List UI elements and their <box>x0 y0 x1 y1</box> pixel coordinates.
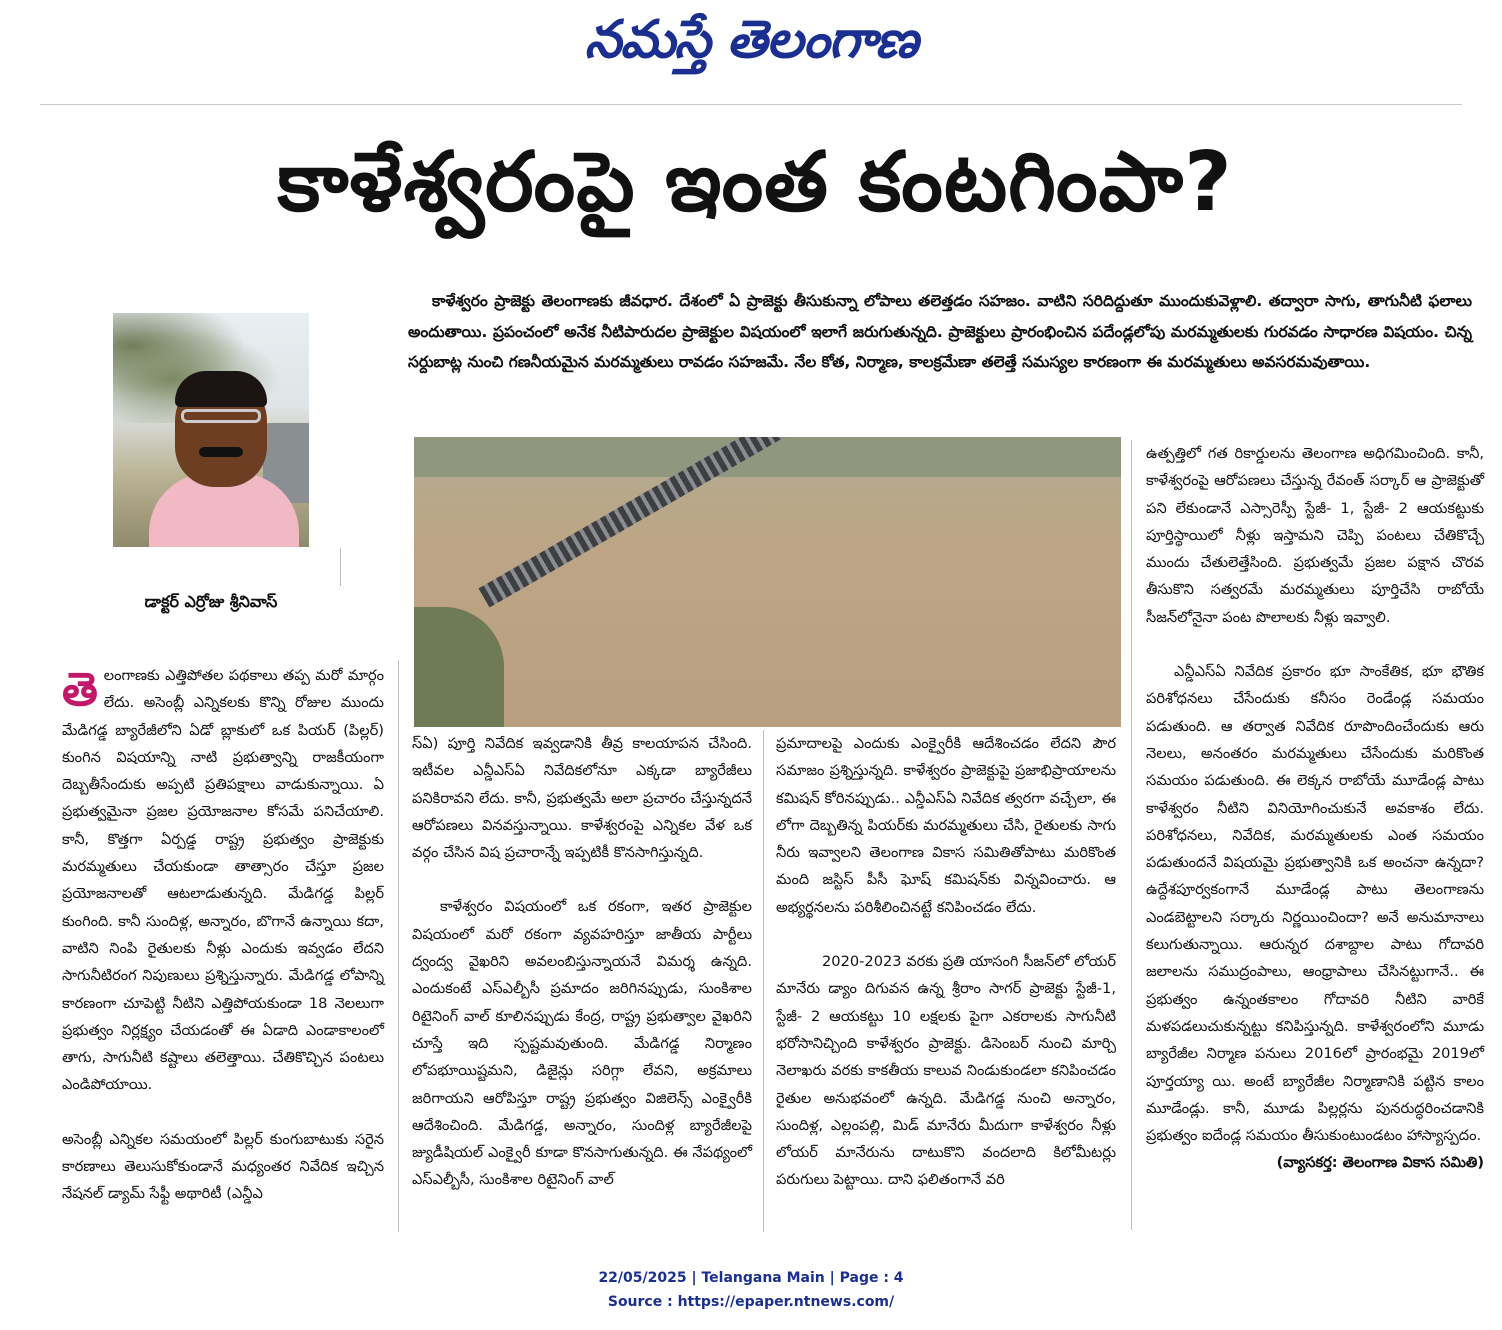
paragraph: ప్రమాదాలపై ఎందుకు ఎంక్వైరీకి ఆదేశించడం లేదని పౌర సమాజం ప్రశ్నిస్తున్నది. కాళేశ్వరం ప్రాజెక్టుపై ప్రజాభిప్రాయాలను కమిషన్ కోరినప్పుడు.. ఎన్డీఎస్ఏ నివేదిక త్వరగా వచ్చేలా, ఈ లోగా దెబ్బతిన్న పియర్‌కు మరమ్మతులు చేసి, రైతులకు సాగు నీరు ఇవ్వాలని తెలంగాణ వికాస సమితితోపాటు మరికొంత మంది జస్టిస్ పీసీ ఘోష్ కమిషన్‌కు విన్నవించారు. ఆ అభ్యర్థనలను పరిశీలించినట్టే కనిపించడం లేదు. <box>776 735 1116 916</box>
author-photo <box>113 313 309 547</box>
column-divider <box>763 730 764 1232</box>
byline-rule <box>340 548 341 586</box>
paragraph: కాళేశ్వరం విషయంలో ఒక రకంగా, ఇతర ప్రాజెక్టుల విషయంలో మరో రకంగా వ్యవహరిస్తూ జాతీయ పార్టీలు ద్వంద్వ వైఖరిని అవలంబిస్తున్నాయనే విమర్శ ఉన్నది. ఎందుకంటే ఎస్ఎల్బీసీ ప్రమాదం జరిగినప్పుడు, సుంకిశాల రిటైనింగ్ వాల్ కూలినప్పుడు కేంద్ర, రాష్ట్ర ప్రభుత్వాల వైఖరిని చూస్తే ఇది స్పష్టమవుతుంది. మేడిగడ్డ నిర్మాణం లోపభూయిష్టమని, డిజైన్లు సరిగ్గా లేవని, అక్రమాలు జరిగాయని ఆరోపిస్తూ రాష్ట్ర ప్రభుత్వం విజిలెన్స్ ఎంక్వైరీకి ఆదేశించింది. మేడిగడ్డ, అన్నారం, సుందిళ్ల బ్యారేజీలపై జ్యుడీషియల్ ఎంక్వైరీ కూడా కొనసాగుతున్నది. ఈ నేపథ్యంలో ఎస్ఎల్బీసీ, సుంకిశాల రిటైనింగ్ వాల్ <box>412 898 752 1189</box>
byline: డాక్టర్ ఎర్రోజు శ్రీనివాస్ <box>144 592 278 611</box>
column-divider <box>1131 440 1132 1230</box>
column-1 <box>62 662 384 1208</box>
column-divider <box>398 660 399 1232</box>
dropcap: తె <box>62 662 98 716</box>
paragraph: 2020-2023 వరకు ప్రతి యాసంగి సీజన్‌లో లోయర్ మానేరు డ్యాం దిగువన ఉన్న శ్రీరాం సాగర్ ప్రాజెక్టు స్టేజీ-1, స్టేజీ- 2 ఆయకట్టు 10 లక్షలకు పైగా ఎకరాలకు సాగునీటి భరోసానిచ్చింది కాళేశ్వరం ప్రాజెక్టు. డిసెంబర్ నుంచి మార్చి నెలాఖరు వరకు కాకతీయ కాలువ నిండుకుండలా కనిపించడం రైతుల అనుభవంలో ఉన్నది. మేడిగడ్డ నుంచి అన్నారం, సుందిళ్ల, ఎల్లంపల్లి, మిడ్ మానేరు మీదుగా కాళేశ్వరం నీళ్లు లోయర్ మానేరును దాటుకొని వందలాది కిలోమీటర్లు పరుగులు పెట్టాయి. దాని ఫలితంగానే వరి <box>776 953 1116 1189</box>
standfirst: కాళేశ్వరం ప్రాజెక్టు తెలంగాణకు జీవధార. దేశంలో ఏ ప్రాజెక్టు తీసుకున్నా లోపాలు తలెత్తడం సహజం. వాటిని సరిదిద్దుతూ ముందుకువెళ్లాలి. తద్వారా సాగు, తాగునీటి ఫలాలు అందుతాయి. ప్రపంచంలో అనేక నీటిపారుదల ప్రాజెక్టుల విషయంలో ఇలాగే జరుగుతున్నది. ప్రాజెక్టులు ప్రారంభించిన పదేండ్లలోపు మరమ్మతులకు గురవడం సాధారణ విషయం. చిన్న సర్దుబాట్ల నుంచి గణనీయమైన మరమ్మతులు రావడం సహజమే. నేల కోత, నిర్మాణ, కాలక్రమేణా తలెత్తే సమస్యల కారణంగా ఈ మరమ్మతులు అవసరమవుతాయి. <box>408 292 1472 371</box>
paragraph: అసెంబ్లీ ఎన్నికల సమయంలో పిల్లర్ కుంగుబాటుకు సరైన కారణాలు తెలుసుకోకుండానే మధ్యంతర నివేదిక ఇచ్చిన నేషనల్ డ్యామ్ సేఫ్టీ అథారిటీ (ఎన్డీఎ <box>62 1130 384 1203</box>
headline: కాళేశ్వరంపై ఇంత కంటగింపా? <box>277 135 1233 230</box>
masthead-divider <box>40 104 1462 105</box>
masthead-logo <box>0 10 1502 82</box>
page-footer <box>0 1266 1502 1314</box>
author-credit: (వ్యాసకర్త: తెలంగాణ వికాస సమితి) <box>1276 1154 1484 1172</box>
masthead-text: నమస్తే తెలంగాణ <box>584 10 918 70</box>
footer-date-line: 22/05/2025 | Telangana Main | Page : 4 <box>598 1270 904 1286</box>
paragraph: ఎన్డీఎస్ఏ నివేదిక ప్రకారం భూ సాంకేతిక, భూ భౌతిక పరిశోధనలు చేసేందుకు కనీసం రెండేండ్ల సమయం పడుతుంది. ఆ తర్వాత నివేదిక రూపొందించేందుకు ఆరు నెలలు, అనంతరం మరమ్మతులు చేసేందుకు మరికొంత సమయం పడుతుంది. ఈ లెక్కన రాబోయే మూడేండ్ల పాటు కాళేశ్వరం నీటిని వినియోగించుకునే అవకాశం లేదు. పరిశోధనలు, నివేదిక, మరమ్మతులకు ఎంత సమయం పడుతుందనే విషయమై ప్రభుత్వానికి ఒక అంచనా ఉన్నదా? ఉద్దేశపూర్వకంగానే మూడేండ్ల పాటు తెలంగాణను ఎండబెట్టాలని సర్కారు నిర్ణయించిందా? అనే అనుమానాలు కలుగుతున్నాయి. ఆరున్నర దశాబ్దాల పాటు గోదావరి జలాలను సముద్రంపాలు, ఆంధ్రాపాలు చేసినట్టుగానే.. ఈ ప్రభుత్వం ఉన్నంతకాలం గోదావరి నీటిని వారికే మళపడలుచుకున్నట్టు కనిపిస్తున్నది. కాళేశ్వరంలోని మూడు బ్యారేజీల నిర్మాణ పనులు 2016లో ప్రారంభమై 2019లో పూర్తయ్యా యి. అంటే బ్యారేజీల నిర్మాణానికి పట్టిన కాలం మూడేండ్లు. కానీ, మూడు పిల్లర్లను పునరుద్ధరించడానికి ప్రభుత్వం ఐదేండ్ల సమయం తీసుకుంటుండటం హాస్యాస్పదం. <box>1146 663 1484 1145</box>
paragraph: స్ఏ) పూర్తి నివేదిక ఇవ్వడానికి తీవ్ర కాలయాపన చేసింది. ఇటీవల ఎన్డీఎస్ఏ నివేదికలోనూ ఎక్కడా బ్యారేజీలు పనికిరావని లేదు. కానీ, ప్రభుత్వమే అలా ప్రచారం చేస్తున్నదనే ఆరోపణలు వినవస్తున్నాయి. కాళేశ్వరంపై ఎన్నికల వేళ ఒక వర్గం చేసిన విష ప్రచారాన్నే ఇప్పటికీ కొనసాగిస్తున్నది. <box>412 735 752 862</box>
footer-source-line: Source : https://epaper.ntnews.com/ <box>607 1294 895 1310</box>
column-2 <box>412 730 752 1194</box>
column-3 <box>776 730 1116 1194</box>
column-4 <box>1146 440 1484 1177</box>
paragraph: ఉత్పత్తిలో గత రికార్డులను తెలంగాణ అధిగమించింది. కానీ, కాళేశ్వరంపై ఆరోపణలు చేస్తున్న రేవంత్ సర్కార్ ఆ ప్రాజెక్టుతో పని లేకుండానే ఎస్సారెస్పీ స్టేజీ- 1, స్టేజీ- 2 ఆయకట్టుకు పూర్తిస్థాయిలో నీళ్లు ఇస్తామని చెప్పి పంటలు చేతికొచ్చే ముందు చేతులెత్తేసింది. ప్రభుత్వమే ప్రజల పక్షాన చొరవ తీసుకొని సత్వరమే మరమ్మతులు పూర్తిచేసి రాబోయే సీజన్‌లోనైనా పంట పొలాలకు నీళ్లు ఇవ్వాలి. <box>1146 445 1484 626</box>
paragraph: తెలంగాణకు ఎత్తిపోతల పథకాలు తప్ప మరో మార్గం లేదు. అసెంబ్లీ ఎన్నికలకు కొన్ని రోజుల ముందు మేడిగడ్డ బ్యారేజీలోని ఏడో బ్లాకులో ఒక పియర్ (పిల్లర్) కుంగిన విషయాన్ని నాటి ప్రభుత్వాన్ని రాజకీయంగా దెబ్బతీసేందుకు అప్పటి ప్రతిపక్షాలు వాడుకున్నాయి. ఏ ప్రభుత్వమైనా ప్రజల ప్రయోజనాల కోసమే పనిచేయాలి. కానీ, కొత్తగా ఏర్పడ్డ రాష్ట్ర ప్రభుత్వం ప్రాజెక్టుకు మరమ్మతులు చేయకుండా తాత్సారం చేస్తూ ప్రజల ప్రయోజనాలతో ఆటలాడుతున్నది. మేడిగడ్డ పిల్లర్ కుంగింది. కానీ సుందిళ్ల, అన్నారం, బొగానే ఉన్నాయి కదా, వాటిని నింపి రైతులకు నీళ్లు ఎందుకు ఇవ్వడం లేదని సాగునీటిరంగ నిపుణులు ప్రశ్నిస్తున్నారు. మేడిగడ్డ లోపాన్ని కారణంగా చూపెట్టి నీటిని ఎత్తిపోయకుండా 18 నెలలుగా ప్రభుత్వం నిర్లక్ష్యం చేయడంతో ఈ ఏడాది ఎండాకాలంలో తాగు, సాగునీటి కష్టాలు తలెత్తాయి. చేతికొచ్చిన పంటలు ఎండిపోయాయి. <box>62 662 384 1094</box>
barrage-photo <box>414 437 1121 727</box>
